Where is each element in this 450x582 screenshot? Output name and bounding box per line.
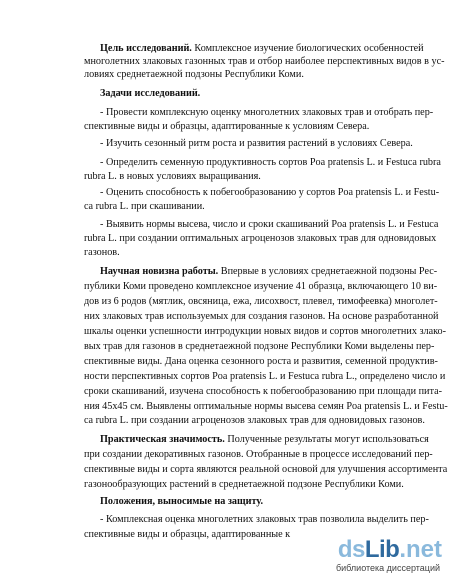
- text-line: [84, 529, 290, 541]
- text-line: [84, 401, 448, 413]
- body-text: них злаковых трав используемых для создания газонов. На основе разработанной: [84, 311, 439, 322]
- text-line: [84, 233, 436, 245]
- body-text: вых трав для газонов в среднетаежной подзоне Республики Коми выделены пер-: [84, 341, 435, 352]
- watermark-tagline: библиотека диссертаций: [335, 563, 440, 573]
- text-line: [84, 479, 404, 491]
- body-text: Комплексное изучение биологических особенностей: [191, 43, 424, 54]
- body-text: шкалы оценки успешности интродукции новых видов и сортов многолетних злако-: [84, 326, 447, 337]
- text-line: [84, 171, 261, 183]
- dslib-watermark-logo: [316, 536, 442, 576]
- heading-text: Цель исследований.: [100, 43, 192, 54]
- text-line: [84, 341, 434, 353]
- body-text: - Изучить сезонный ритм роста и развития растений в условиях Севера.: [100, 138, 413, 149]
- body-text: многолетних злаковых газонных трав и отбор наиболее перспективных видов в ус-: [84, 56, 445, 67]
- watermark-ds: ds: [337, 536, 365, 563]
- body-text: - Провести комплексную оценку многолетних злаковых трав и отобрать пер-: [100, 107, 434, 118]
- watermark-net: .net: [399, 536, 442, 563]
- heading-text: Научная новизна работы.: [100, 266, 219, 277]
- text-line: [84, 356, 438, 368]
- body-text: Впервые в условиях среднетаежной подзоны Рес-: [218, 266, 438, 277]
- text-line: [100, 514, 429, 526]
- text-line: [84, 56, 445, 68]
- text-line: [84, 69, 304, 81]
- body-text: Полученные результаты могут использоваться: [224, 434, 429, 445]
- body-text: ca rubra L. при скашивании.: [84, 201, 205, 212]
- text-line: [100, 187, 439, 199]
- body-text: - Комплексная оценка многолетних злаковых трав позволила выделить пер-: [100, 514, 429, 525]
- text-line: [100, 88, 200, 100]
- text-line: [84, 201, 205, 213]
- body-text: - Определить семенную продуктивность сортов Poa pratensis L. и Festuca rubra: [100, 157, 441, 168]
- body-text: rubra L. в новых условиях выращивания.: [84, 171, 261, 182]
- body-text: газонообразующих растений в среднетаежной подзоне Республики Коми.: [84, 479, 404, 490]
- text-line: [100, 157, 441, 169]
- body-text: дов из 6 родов (мятлик, овсяница, ежа, лисохвост, плевел, тимофеевка) многолет-: [84, 296, 438, 307]
- heading-text: Задачи исследований.: [100, 88, 201, 99]
- body-text: - Выявить нормы высева, число и сроки скашиваний Poa pratensis L. и Festuca: [100, 219, 439, 230]
- body-text: ности перспективных сортов Poa pratensis L. и Festuca rubra L., определено число и: [84, 371, 446, 382]
- watermark-logo-text: [338, 536, 442, 564]
- text-line: [100, 496, 263, 508]
- body-text: ca rubra L. при создании агроценозов злаковых трав для одновидовых газонов.: [84, 415, 425, 426]
- text-line: [84, 449, 433, 461]
- body-text: при создании декоративных газонов. Отобранные в процессе исследований пер-: [84, 449, 433, 460]
- body-text: газонов.: [84, 247, 120, 258]
- text-line: [84, 464, 447, 476]
- text-line: [100, 434, 429, 446]
- text-line: [100, 107, 433, 119]
- body-text: ловиях среднетаежной подзоны Республики Коми.: [84, 69, 304, 80]
- text-line: [100, 43, 424, 55]
- body-text: публики Коми проведено комплексное изучение 41 образца, включающего 10 ви-: [84, 281, 438, 292]
- body-text: rubra L. при создании оптимальных агроценозов злаковых трав для одновидовых: [84, 233, 437, 244]
- text-line: [84, 281, 437, 293]
- body-text: спективные виды. Дана оценка сезонного роста и развития, семенной продуктив-: [84, 356, 438, 367]
- text-line: [84, 386, 442, 398]
- text-line: [84, 247, 120, 259]
- text-line: [84, 371, 445, 383]
- text-line: [100, 266, 437, 278]
- heading-text: Практическая значимость.: [100, 434, 225, 445]
- heading-text: Положения, выносимые на защиту.: [100, 496, 263, 507]
- text-line: [100, 138, 413, 150]
- text-line: [84, 296, 438, 308]
- body-text: сроки скашиваний, изучена способность к побегообразованию при площади пита-: [84, 386, 443, 397]
- text-line: [84, 121, 369, 133]
- body-text: ния 45х45 см. Выявлены оптимальные нормы высева семян Poa pratensis L. и Festu-: [84, 401, 448, 412]
- text-line: [100, 219, 438, 231]
- text-line: [84, 415, 425, 427]
- body-text: спективные виды и образцы, адаптированные к: [84, 529, 291, 540]
- body-text: - Оценить способность к побегообразованию у сортов Poa pratensis L. и Festu-: [100, 187, 440, 198]
- body-text: спективные виды и образцы, адаптированные к условиям Севера.: [84, 121, 370, 132]
- watermark-lib: Lib: [364, 536, 400, 563]
- text-line: [84, 311, 439, 323]
- body-text: спективные виды и сорта являются реальной основой для улучшения ассортимента: [84, 464, 448, 475]
- text-line: [84, 326, 446, 338]
